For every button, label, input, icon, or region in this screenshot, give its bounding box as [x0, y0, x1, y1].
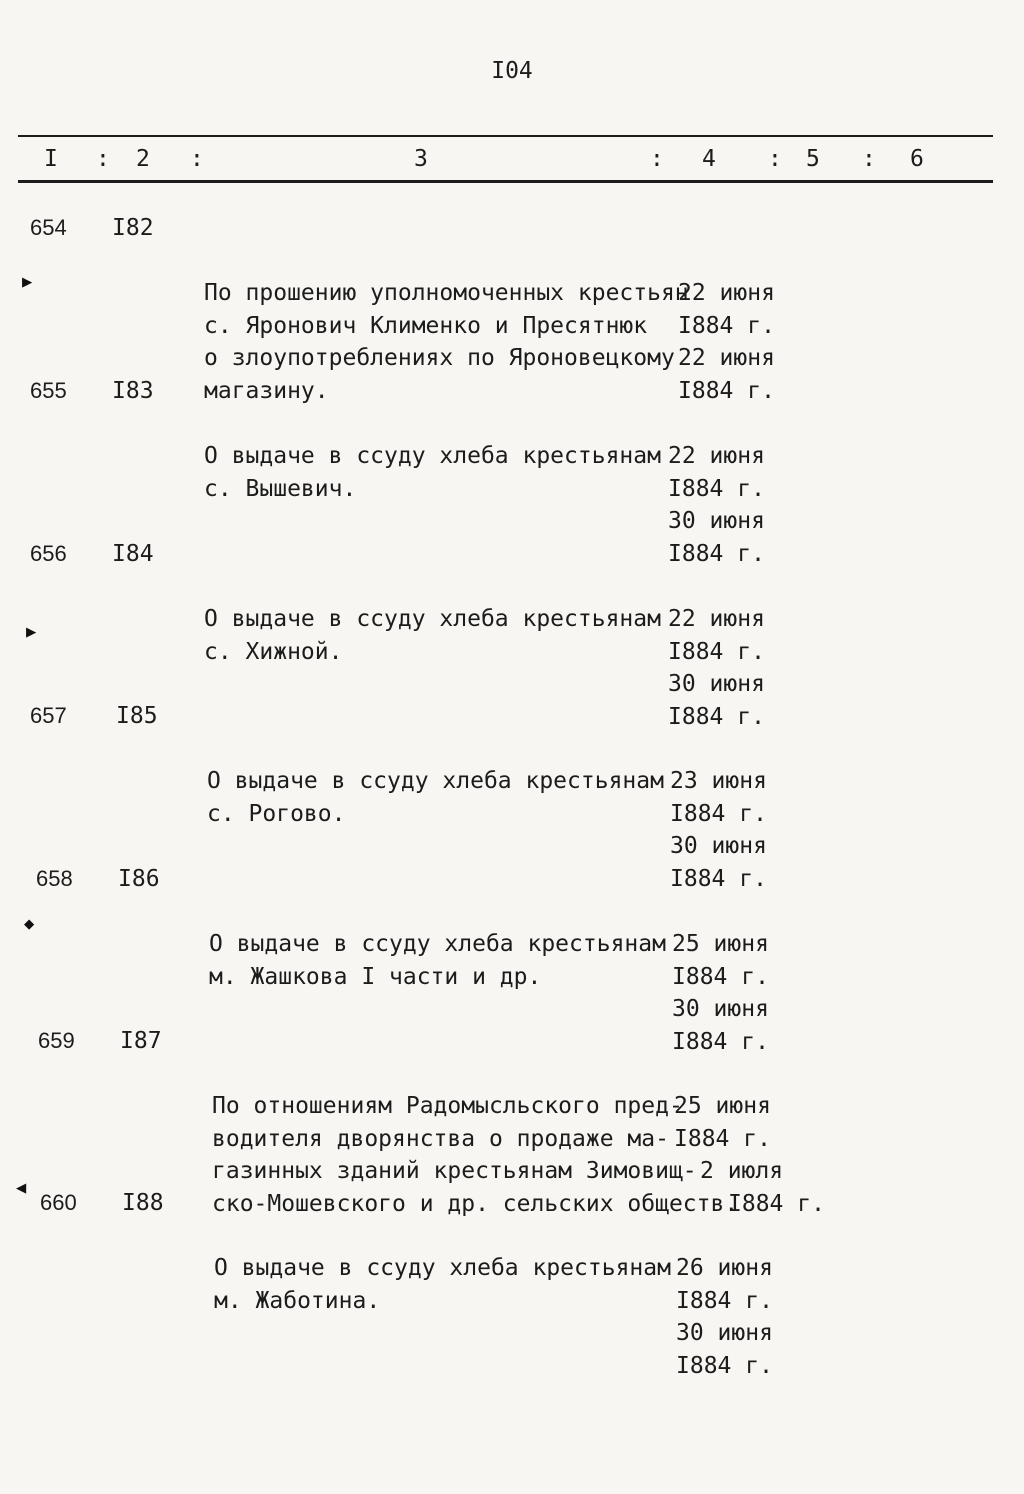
entry-title: О выдаче в ссуду хлеба крестьянам с. Хижной.: [204, 606, 661, 665]
entry-number: 656: [30, 541, 67, 566]
entry-dates: 25 июня I884 г. 2 июля I884 г.: [674, 1093, 825, 1217]
document-number: I86: [118, 866, 160, 892]
document-number: I87: [120, 1028, 162, 1054]
col-header-4: 4: [702, 146, 716, 172]
document-number: I88: [122, 1190, 164, 1216]
margin-mark-icon: ◆: [24, 914, 35, 934]
col-separator: :: [190, 146, 204, 172]
entry-dates: 22 июня I884 г. 30 июня I884 г.: [668, 606, 765, 730]
col-separator: :: [768, 146, 782, 172]
document-number: I83: [112, 378, 154, 404]
entry-title: По отношениям Радомысльского пред- водителя дворянства о продаже ма- газинных зданий крестьянам Зимовищ- ско-Мошевского и др. сельских обществ.: [212, 1093, 739, 1217]
header-bottom-rule: [18, 180, 993, 183]
col-separator: :: [650, 146, 664, 172]
col-header-2: 2: [136, 146, 150, 172]
document-number: I85: [116, 703, 158, 729]
entry-dates: 25 июня I884 г. 30 июня I884 г.: [672, 931, 769, 1055]
header-top-rule: [18, 135, 993, 137]
col-header-3: 3: [414, 146, 428, 172]
col-separator: :: [96, 146, 110, 172]
entry-dates: 22 июня I884 г. 30 июня I884 г.: [668, 443, 765, 567]
col-separator: :: [862, 146, 876, 172]
document-number: I82: [112, 215, 154, 241]
entry-dates: 22 июня I884 г. 22 июня I884 г.: [678, 280, 775, 404]
col-header-6: 6: [910, 146, 924, 172]
entry-title: По прошению уполномоченных крестьян с. Яронович Клименко и Пресятнюк о злоупотреблениях по Яроновецкому магазину.: [204, 280, 689, 404]
entry-title: О выдаче в ссуду хлеба крестьянам м. Жашкова I части и др.: [209, 931, 666, 990]
entry-number: 658: [36, 866, 73, 891]
entry-title: О выдаче в ссуду хлеба крестьянам м. Жаботина.: [214, 1255, 671, 1314]
page-number: I04: [491, 58, 533, 84]
col-header-5: 5: [806, 146, 820, 172]
col-header-1: I: [44, 146, 58, 172]
margin-mark-icon: ▶: [22, 272, 33, 292]
margin-mark-icon: ▶: [26, 622, 37, 642]
entry-dates: 23 июня I884 г. 30 июня I884 г.: [670, 768, 767, 892]
entry-title: О выдаче в ссуду хлеба крестьянам с. Вышевич.: [204, 443, 661, 502]
entry-number: 659: [38, 1028, 75, 1053]
entry-number: 655: [30, 378, 67, 403]
entry-dates: 26 июня I884 г. 30 июня I884 г.: [676, 1255, 773, 1379]
entry-number: 660: [40, 1190, 77, 1215]
entry-number: 657: [30, 703, 67, 728]
entry-title: О выдаче в ссуду хлеба крестьянам с. Рогово.: [207, 768, 664, 827]
margin-mark-icon: ◀: [16, 1178, 27, 1198]
document-number: I84: [112, 541, 154, 567]
entry-number: 654: [30, 215, 67, 240]
